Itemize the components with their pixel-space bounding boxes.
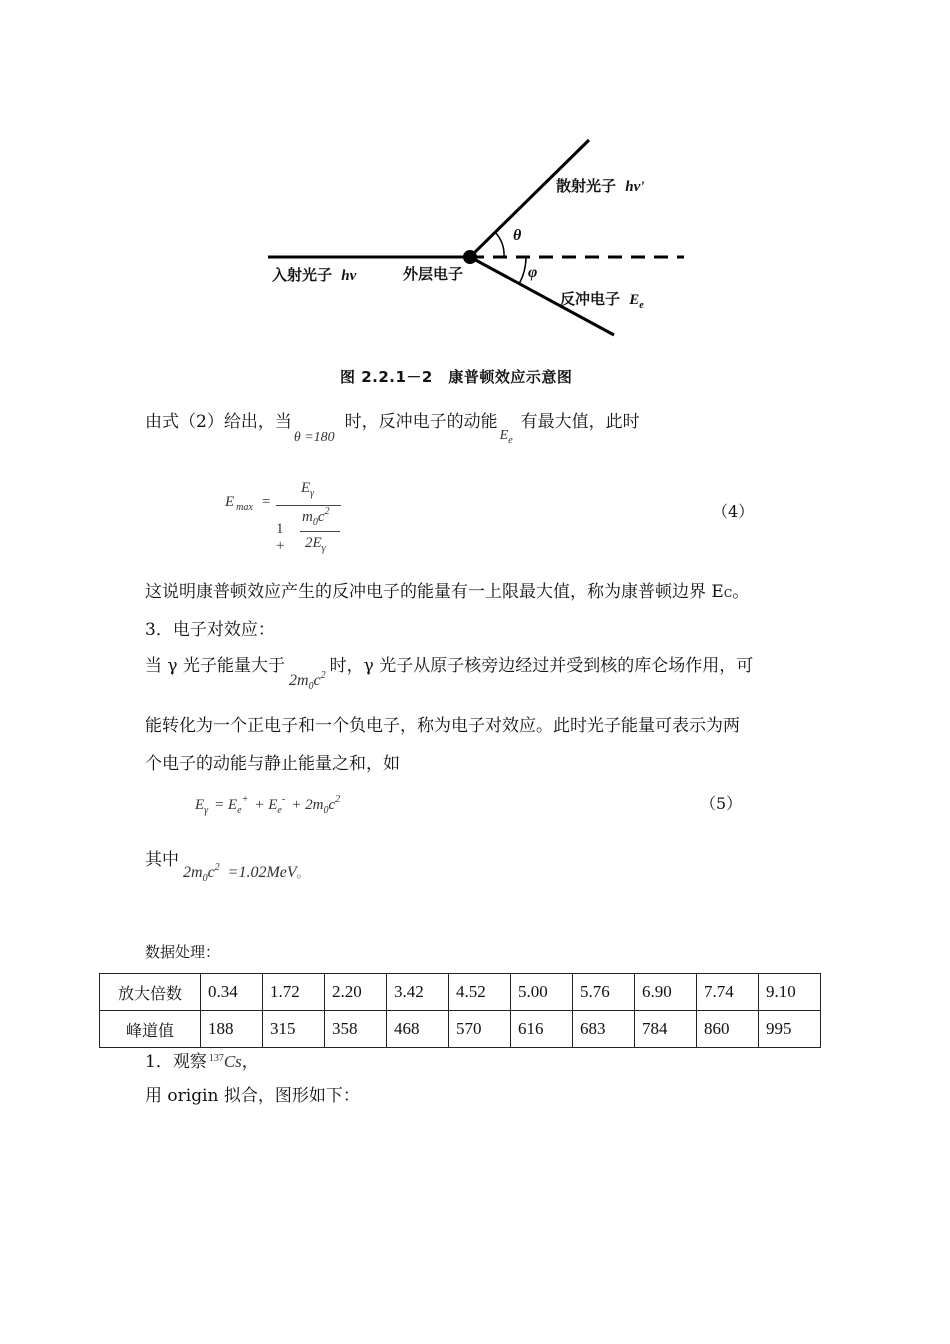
table-row-label: 峰道值 — [100, 1011, 201, 1048]
p6-expr — [183, 862, 309, 884]
equation-5 — [195, 794, 341, 816]
table-cell: 358 — [325, 1011, 387, 1048]
table-cell: 0.34 — [201, 974, 263, 1011]
table-cell: 9.10 — [759, 974, 821, 1011]
table-cell: 188 — [201, 1011, 263, 1048]
p6-m-sub: 0 — [202, 873, 208, 884]
phi-arc — [519, 257, 526, 284]
table-cell: 315 — [263, 1011, 325, 1048]
eq5-e2-sup: - — [281, 794, 286, 805]
table-cell: 860 — [697, 1011, 759, 1048]
data-table — [99, 973, 821, 1048]
eq4-equals: = — [262, 494, 271, 510]
p1-c: 有最大值，此时 — [520, 412, 640, 432]
item1-end: ， — [241, 1052, 259, 1072]
p6-end: 。 — [296, 866, 309, 880]
eq5-ey: E — [195, 797, 205, 813]
p2-sub: C — [723, 587, 733, 600]
eq4-one-plus: 1 + — [276, 521, 285, 554]
data-heading: 数据处理： — [145, 943, 221, 961]
p6-c: c — [207, 864, 215, 881]
table-cell: 4.52 — [449, 974, 511, 1011]
p1-ke-sub: e — [508, 435, 513, 446]
eq5-number: （5） — [700, 794, 743, 813]
label-incident-math: hν — [341, 268, 357, 284]
eq4-inner-den-sub: γ — [321, 543, 326, 554]
p6-val: =1.02MeV — [227, 864, 297, 881]
table-cell: 3.42 — [387, 974, 449, 1011]
p1-cond: θ =180 — [293, 430, 335, 445]
eq4-num-e: E — [301, 480, 311, 496]
p1-ke — [499, 428, 513, 446]
eq4-main-fraction-line — [276, 505, 341, 506]
paragraph-6 — [145, 848, 309, 884]
eq4-lhs-e: E — [225, 494, 235, 510]
table-cell: 616 — [511, 1011, 573, 1048]
eq4-inner-c: c — [317, 509, 325, 525]
theta-arc — [495, 232, 504, 257]
table-cell: 995 — [759, 1011, 821, 1048]
eq4-inner-denominator — [305, 535, 326, 552]
eq5-e1-sup: + — [241, 794, 249, 805]
eq5-e2-sub: e — [277, 805, 282, 816]
paragraph-5: 个电子的动能与静止能量之和，如 — [145, 754, 400, 774]
eq4-number: （4） — [712, 502, 755, 521]
compton-diagram — [0, 0, 950, 400]
eq5-plus: + E — [254, 797, 278, 813]
p6-a: 其中 — [145, 850, 179, 870]
table-row — [100, 974, 821, 1011]
table-cell: 468 — [387, 1011, 449, 1048]
label-recoil — [560, 288, 644, 309]
eq4-inner-c-sup: 2 — [324, 506, 330, 517]
table-cell: 5.00 — [511, 974, 573, 1011]
paragraph-3 — [145, 654, 754, 692]
item1-cs: Cs — [223, 1052, 242, 1071]
item-1 — [145, 1050, 259, 1077]
p3-m: 2m — [288, 672, 309, 689]
p1-b: 时，反冲电子的动能 — [344, 412, 498, 432]
label-incident-text: 入射光子 — [272, 266, 333, 284]
table-cell: 683 — [573, 1011, 635, 1048]
eq4-lhs-sub: max — [236, 502, 253, 513]
item1-sup: 137 — [208, 1053, 224, 1064]
label-recoil-sub: e — [639, 300, 644, 311]
p6-m: 2m — [183, 864, 203, 881]
paragraph-2 — [145, 580, 749, 606]
eq4-inner-m-sub: 0 — [312, 517, 318, 528]
heading-pair-production: 3．电子对效应： — [145, 620, 275, 640]
label-recoil-e: E — [629, 292, 640, 308]
eq5-eq: = E — [214, 797, 238, 813]
theta-symbol: θ — [513, 227, 522, 244]
p3-m-sub: 0 — [308, 681, 314, 692]
eq4-inner-fraction-line — [300, 531, 340, 532]
electron-dot — [463, 250, 477, 264]
label-incident — [272, 264, 356, 285]
item-2: 用 origin 拟合，图形如下： — [145, 1086, 360, 1106]
table-cell: 784 — [635, 1011, 697, 1048]
label-scattered — [556, 175, 644, 196]
eq5-ey-sub: γ — [204, 805, 209, 816]
label-scattered-text: 散射光子 — [556, 177, 617, 195]
table-cell: 6.90 — [635, 974, 697, 1011]
table-cell: 7.74 — [697, 974, 759, 1011]
scattered-photon-line — [470, 140, 589, 257]
p1-a: 由式（2）给出，当 — [145, 412, 292, 432]
table-cell: 570 — [449, 1011, 511, 1048]
p2-end: 。 — [732, 582, 750, 602]
p3-b: 时，γ 光子从原子核旁边经过并受到核的库仑场作用，可 — [329, 656, 754, 676]
p1-ke-e: E — [499, 428, 509, 443]
eq5-e1-sub: e — [237, 805, 242, 816]
label-scattered-math: hν' — [625, 179, 645, 195]
table-row — [100, 1011, 821, 1048]
eq4-num-sub: γ — [310, 488, 315, 499]
eq4-numerator — [301, 480, 314, 497]
figure-caption: 图 2.2.1－2 康普顿效应示意图 — [340, 368, 573, 386]
label-electron: 外层电子 — [403, 265, 464, 283]
eq4-inner-den: 2E — [305, 535, 322, 551]
p6-c-sup: 2 — [214, 862, 220, 873]
p2-text: 这说明康普顿效应产生的反冲电子的能量有一上限最大值，称为康普顿边界 E — [145, 582, 724, 602]
table-cell: 5.76 — [573, 974, 635, 1011]
p3-c: c — [313, 672, 321, 689]
eq5-rest-c: c — [328, 797, 336, 813]
phi-symbol: φ — [528, 264, 538, 281]
item1-a: 1．观察 — [145, 1052, 207, 1072]
eq4-inner-numerator — [302, 506, 330, 528]
table-row-label: 放大倍数 — [100, 974, 201, 1011]
p3-c-sup: 2 — [320, 670, 326, 681]
p3-expr — [288, 670, 326, 692]
p3-a: 当 γ 光子能量大于 — [145, 656, 285, 676]
table-cell: 1.72 — [263, 974, 325, 1011]
label-recoil-text: 反冲电子 — [560, 290, 621, 308]
eq5-rest: + 2m — [291, 797, 324, 813]
eq5-rest-sub: 0 — [323, 805, 329, 816]
eq4-lhs — [225, 494, 253, 511]
eq5-rest-sup: 2 — [335, 794, 341, 805]
paragraph-4: 能转化为一个正电子和一个负电子，称为电子对效应。此时光子能量可表示为两 — [145, 716, 740, 736]
table-cell: 2.20 — [325, 974, 387, 1011]
eq4-inner-m: m — [302, 509, 313, 525]
label-recoil-math — [629, 292, 644, 311]
